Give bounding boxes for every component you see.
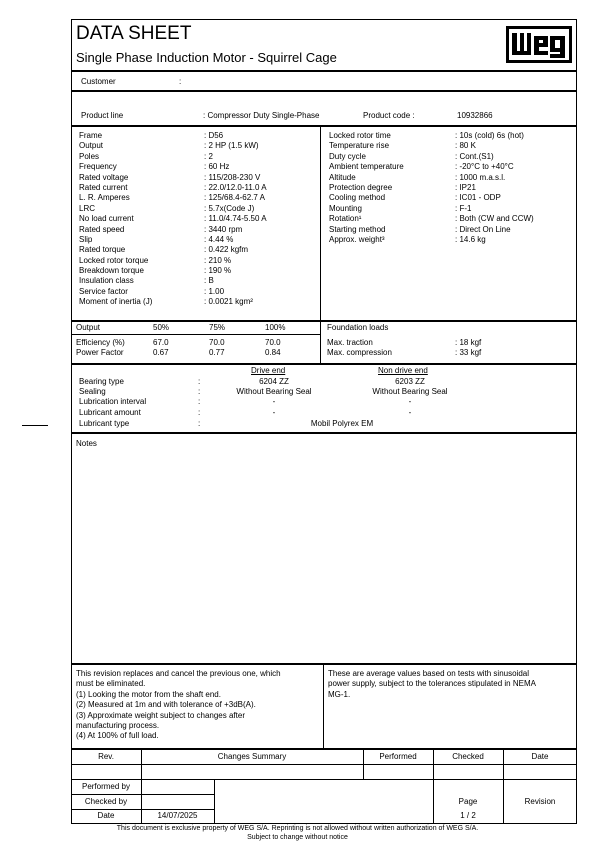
bearing-label: Lubricant amount [79,408,141,417]
footnote-line: must be eliminated. [76,679,146,689]
bearing-sep: : [198,408,201,417]
product-code-value: 10932866 [457,111,493,120]
rev-vline [214,779,215,824]
perf-header-50: 50% [153,323,170,332]
spec-value: : IP21 [455,182,476,192]
date-header: Date [531,752,549,761]
spec-label: Breakdown torque [79,266,144,276]
bearing-nde: Without Bearing Seal [372,387,448,396]
perf-row-label: Power Factor [76,348,124,357]
lubricant-type-sep: : [198,419,201,428]
spec-label: Locked rotor time [329,131,391,140]
product-line-label: Product line [81,111,124,120]
spec-value: : 11.0/4.74-5.50 A [204,214,267,224]
customer-sep: : [179,77,182,86]
spec-value: : 0.0021 kgm² [204,297,253,307]
spec-value: : 0.422 kgfm [204,245,249,255]
page-title: DATA SHEET [76,23,192,44]
spec-value: : 210 % [204,255,232,265]
rev-line [71,779,577,780]
footnote-line: manufacturing process. [76,720,160,730]
spec-value: : 22.0/12.0-11.0 A [204,182,267,192]
bearing-nde: 6203 ZZ [395,377,425,386]
spec-label: Frequency [79,162,117,172]
bearing-de: - [272,408,276,417]
rev-header: Rev. [98,752,114,761]
spec-value: : 4.44 % [204,234,234,244]
bearing-sep: : [198,397,201,406]
performance-box [71,321,577,364]
perf-cell: 70.0 [209,338,225,347]
weg-logo [506,26,572,63]
spec-value: : 190 % [204,266,232,276]
spec-label: Frame [79,131,103,140]
perf-header-75: 75% [209,323,226,332]
spec-label: LRC [79,203,96,213]
spec-value: : 10s (cold) 6s (hot) [455,131,524,140]
footnotes-left [76,669,281,742]
product-box [71,91,577,126]
footnote-line: MG-1. [328,689,351,699]
perf-cell: 70.0 [265,338,281,347]
foundation-value: : 18 kgf [455,338,482,347]
perf-cell: 0.77 [209,348,225,357]
spec-value: : -20°C to +40°C [455,162,514,172]
spec-label: Rated torque [79,245,126,255]
spec-value: : IC01 - ODP [455,193,501,203]
bearing-label: Bearing type [79,377,124,386]
spec-label: Output [79,141,104,151]
changes-summary-header: Changes Summary [217,752,287,761]
bearing-label: Sealing [79,387,106,396]
performance-header-line [71,334,320,335]
spec-label: Duty cycle [329,151,366,161]
spec-label: Rated speed [79,224,125,234]
rev-line [71,809,214,810]
spec-value: : Direct On Line [455,224,511,234]
date-label: Date [97,811,115,820]
customer-label: Customer [81,77,116,86]
spec-value: : 1000 m.a.s.l. [455,172,506,182]
spec-value: : 2 HP (1.5 kW) [204,141,259,151]
spec-label: L. R. Amperes [79,193,130,203]
perf-cell: 0.84 [265,348,281,357]
spec-label: Moment of inertia (J) [79,297,153,307]
rev-line [71,764,577,765]
spec-label: Protection degree [329,182,393,192]
page-label: Page [458,797,478,806]
spec-label: Poles [79,151,100,161]
spec-label: Approx. weight³ [329,234,385,244]
non-drive-end-header: Non drive end [378,366,428,375]
checked-by-label: Checked by [84,797,128,806]
spec-value: : B [204,276,214,286]
footnote-line: This revision replaces and cancel the previous one, which [76,669,281,678]
spec-value: : D56 [204,131,224,140]
bearing-sep: : [198,387,201,396]
bearing-label: Lubrication interval [79,397,147,406]
product-line-value: : Compressor Duty Single-Phase [203,111,320,120]
foundation-value: : 33 kgf [455,348,482,357]
specs-divider [320,126,321,321]
perf-cell: 67.0 [153,338,169,347]
perf-row-label: Efficiency (%) [76,338,125,347]
spec-value: : 5.7x(Code J) [204,203,255,213]
customer-box [71,71,577,91]
notes-box [71,433,577,664]
spec-label: Rotation¹ [329,214,362,224]
footnotes-divider [323,664,324,749]
spec-label: Service factor [79,286,128,296]
bearing-nde: - [408,408,412,417]
spec-label: Rated current [79,182,128,192]
spec-value: : 1.00 [204,286,225,296]
date-value: 14/07/2025 [157,811,198,820]
specs-right-labels [329,131,404,245]
specs-left-labels [79,131,152,308]
specs-left-values [204,131,267,308]
drive-end-header: Drive end [251,366,286,375]
spec-value: : 60 Hz [204,162,230,172]
spec-label: Starting method [329,224,386,234]
foundation-title: Foundation loads [327,323,389,332]
spec-label: Altitude [329,172,356,182]
bearing-de: Without Bearing Seal [236,387,312,396]
page-value: 1 / 2 [460,811,476,820]
footer-line-2: Subject to change without notice [247,834,348,841]
specs-right-values [455,131,534,245]
spec-value: : 14.6 kg [455,234,486,244]
performance-divider [320,321,321,364]
bearing-de: - [272,397,276,406]
revision-label: Revision [524,797,556,806]
spec-value: : 2 [204,151,213,161]
spec-value: : Cont.(S1) [455,151,494,161]
spec-label: Ambient temperature [329,162,404,172]
perf-header-output: Output [76,323,101,332]
bearing-de: 6204 ZZ [259,377,289,386]
spec-value: : Both (CW and CCW) [455,214,534,224]
margin-mark [22,425,48,426]
footnotes-right [328,669,536,700]
spec-label: Rated voltage [79,172,129,182]
spec-label: Locked rotor torque [79,255,149,265]
spec-label: Cooling method [329,193,386,203]
spec-label: Mounting [329,203,362,213]
product-code-label: Product code : [363,111,415,120]
spec-label: Slip [79,234,93,244]
bearing-sep: : [198,377,201,386]
spec-value: : 80 K [455,141,476,151]
spec-value: : 125/68.4-62.7 A [204,193,265,203]
footnote-line: These are average values based on tests with sinusoidal [328,669,530,678]
page-subtitle: Single Phase Induction Motor - Squirrel Cage [76,50,337,65]
spec-value: : F-1 [455,203,472,213]
footnote-line: (3) Approximate weight subject to changes after [76,710,245,720]
lubricant-type-value: Mobil Polyrex EM [310,419,374,428]
perf-cell: 0.67 [153,348,169,357]
spec-value: : 115/208-230 V [204,172,261,182]
bearing-nde: - [408,397,412,406]
footnote-line: (1) Looking the motor from the shaft end. [76,689,221,699]
lubricant-type-label: Lubricant type [79,419,130,428]
footnote-line: power supply, subject to the tolerances stipulated in NEMA [328,679,536,689]
checked-header: Checked [452,752,484,761]
spec-label: Insulation class [79,276,134,286]
footnote-line: (2) Measured at 1m and with tolerance of +3dB(A). [76,700,256,710]
footnote-line: (4) At 100% of full load. [76,731,159,741]
perf-header-100: 100% [265,323,286,332]
spec-value: : 3440 rpm [204,224,243,234]
performed-header: Performed [379,752,417,761]
rev-line [71,794,214,795]
foundation-label: Max. compression [327,348,392,357]
foundation-label: Max. traction [327,338,373,347]
spec-label: No load current [79,214,134,224]
notes-label: Notes [76,439,97,448]
footer-line-1: This document is exclusive property of WEG S/A. Reprinting is not allowed without written authorization of WEG S/A. [116,825,479,832]
performed-by-label: Performed by [81,782,131,791]
spec-label: Temperature rise [329,141,390,151]
